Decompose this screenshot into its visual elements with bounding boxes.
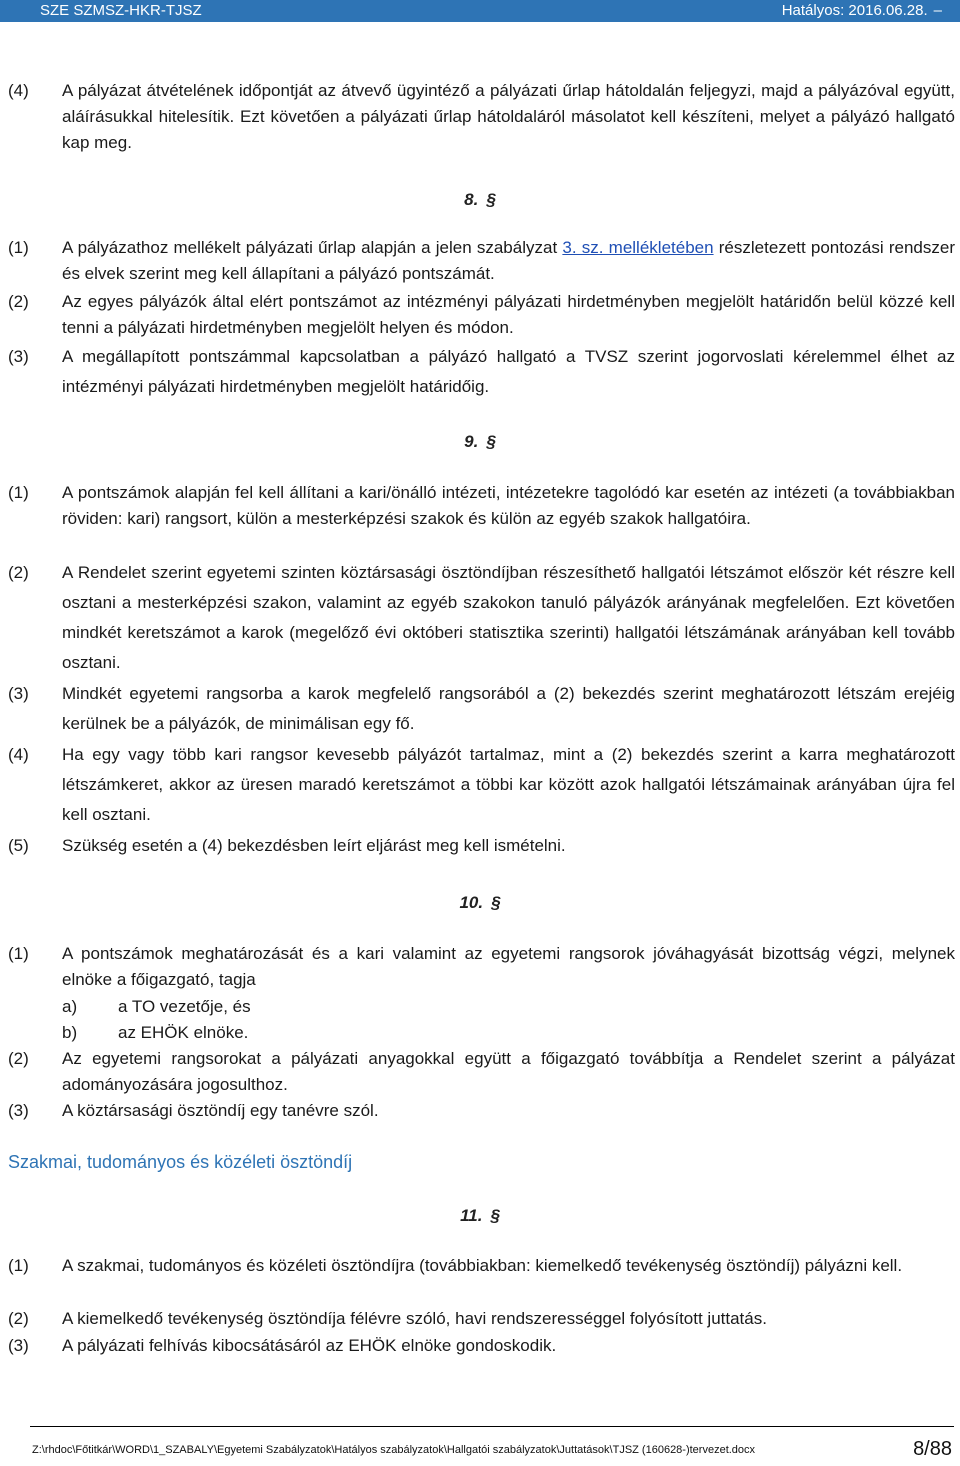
paragraph-number: (5) bbox=[8, 836, 29, 855]
paragraph-number: (2) bbox=[8, 1049, 29, 1068]
paragraph-text: Szükség esetén a (4) bekezdésben leírt eljárást meg kell ismételni. bbox=[62, 836, 566, 855]
section-10-title: 10. § bbox=[459, 893, 501, 912]
paragraph-number: (1) bbox=[8, 483, 29, 502]
paragraph-number: (1) bbox=[8, 944, 29, 963]
paragraph-text: Ha egy vagy több kari rangsor kevesebb pályázót tartalmaz, mint a (2) bekezdés szerint a karra meghatározott létszámkeret, akkor az üresen maradó keretszámot a többi kar között azok hallgatói létszámainak arányában újra fel kell osztani. bbox=[62, 745, 955, 824]
paragraph-number: (2) bbox=[8, 1309, 29, 1328]
paragraph-text: Mindkét egyetemi rangsorba a karok megfelelő rangsorából a (2) bekezdés szerint meghatározott létszám erejéig kerülnek be a pályázók, de minimálisan egy fő. bbox=[62, 684, 955, 733]
page-header bbox=[0, 0, 960, 22]
paragraph-text: A köztársasági ösztöndíj egy tanévre szól. bbox=[62, 1101, 379, 1120]
paragraph-number: (1) bbox=[8, 1256, 29, 1275]
paragraph-text: A kiemelkedő tevékenység ösztöndíja félévre szóló, havi rendszerességgel folyósított juttatás. bbox=[62, 1309, 767, 1328]
list-item-label: b) bbox=[62, 1023, 78, 1042]
list-item-text: az EHÖK elnöke. bbox=[118, 1023, 249, 1042]
paragraph-text: Az egyetemi rangsorokat a pályázati anyagokkal együtt a főigazgató továbbítja a Rendelet szerint a pályázat adományozására jogosulthoz. bbox=[62, 1049, 955, 1094]
section-9-title: 9. § bbox=[464, 432, 496, 451]
paragraph-text: A Rendelet szerint egyetemi szinten köztársasági ösztöndíjban részesíthető hallgatói létszámot először két részre kell osztani a mesterképzési szakon, valamint az egyéb szakokon tanuló pályázók arányának megfelelően. Ezt követően mindkét keretszámot a karok (megelőző évi októberi statisztika szerinti) hallgatói létszámának arányában kell tovább osztani. bbox=[62, 563, 955, 672]
paragraph-text: A pályázathoz mellékelt pályázati űrlap alapján a jelen szabályzat 3. sz. mellékletében részletezett pontozási rendszer és elvek szerint meg kell állapítani a pályázó pontszámát. bbox=[62, 238, 955, 283]
chapter-heading: Szakmai, tudományos és közéleti ösztöndíj bbox=[8, 1152, 353, 1172]
page-number: 8/88 bbox=[913, 1438, 952, 1460]
section-11-title: 11. § bbox=[460, 1206, 500, 1225]
footer-divider bbox=[30, 1426, 954, 1427]
paragraph-text: A megállapított pontszámmal kapcsolatban a pályázó hallgató a TVSZ szerint jogorvoslati kérelemmel élhet az intézményi pályázati hirdetményben megjelölt határidőig. bbox=[62, 347, 955, 396]
header-doc-code: SZE SZMSZ-HKR-TJSZ bbox=[40, 2, 202, 19]
paragraph-text: A pontszámok meghatározását és a kari valamint az egyetemi rangsorok jóváhagyását bizottság végzi, melynek elnöke a főigazgató, tagja bbox=[62, 944, 955, 989]
list-item-label: a) bbox=[62, 997, 78, 1016]
paragraph-number: (3) bbox=[8, 684, 29, 703]
paragraph-text: A pályázat átvételének időpontját az átvevő ügyintéző a pályázati űrlap hátoldalán feljegyzi, majd a pályázóval együtt, aláírásukkal hitelesítik. Ezt követően a pályázati űrlap hátoldaláról másolatot kell készíteni, melyet a pályázó hallgató kap meg. bbox=[62, 81, 955, 152]
paragraph-number: (3) bbox=[8, 1101, 29, 1120]
footer-file-path: Z:\rhdoc\Főtitkár\WORD\1_SZABALY\Egyetemi Szabályzatok\Hatályos szabályzatok\Hallgatói szabályzatok\Juttatások\TJSZ (160628-)tervezet.docx bbox=[32, 1444, 756, 1456]
section-8-title: 8. § bbox=[464, 190, 496, 209]
paragraph-number: (3) bbox=[8, 347, 29, 366]
paragraph-text: A szakmai, tudományos és közéleti ösztöndíjra (továbbiakban: kiemelkedő tevékenység ösztöndíj) pályázni kell. bbox=[62, 1256, 903, 1275]
paragraph-text: A pályázati felhívás kibocsátásáról az EHÖK elnöke gondoskodik. bbox=[62, 1336, 557, 1355]
annex-3-link[interactable]: 3. sz. mellékletében bbox=[562, 238, 714, 257]
paragraph-number: (4) bbox=[8, 745, 29, 764]
paragraph-number: (3) bbox=[8, 1336, 29, 1355]
paragraph-number: (2) bbox=[8, 292, 29, 311]
header-effective-date: Hatályos: 2016.06.28. – bbox=[781, 2, 942, 19]
paragraph-number: (2) bbox=[8, 563, 29, 582]
paragraph-text: A pontszámok alapján fel kell állítani a kari/önálló intézeti, intézetekre tagolódó kar esetén az intézeti (a továbbiakban röviden: kari) rangsort, külön a mesterképzési szakok és külön az egyéb szakok hallgatóira. bbox=[62, 483, 955, 528]
paragraph-text: Az egyes pályázók által elért pontszámot az intézményi pályázati hirdetményben megjelölt határidőn belül közzé kell tenni a pályázati hirdetményben megjelölt helyen és módon. bbox=[62, 292, 955, 337]
list-item-text: a TO vezetője, és bbox=[118, 997, 251, 1016]
paragraph-number: (4) bbox=[8, 81, 29, 100]
paragraph-number: (1) bbox=[8, 238, 29, 257]
